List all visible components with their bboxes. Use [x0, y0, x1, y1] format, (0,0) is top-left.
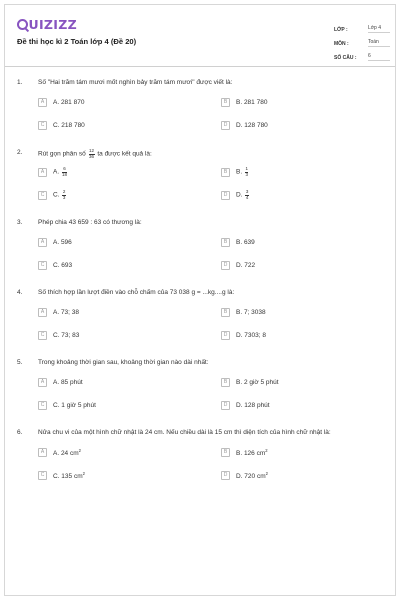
fraction [245, 167, 249, 177]
option-prefix: C. [53, 191, 60, 199]
fraction [245, 190, 249, 200]
answer-option-a[interactable] [38, 306, 208, 318]
option-letter-box: B [221, 168, 230, 177]
fraction-denominator: 36 [89, 153, 95, 159]
question-text: Trong khoảng thời gian sau, khoảng thời gian nào dài nhất: [38, 359, 209, 366]
option-label [53, 471, 85, 480]
answer-option-c[interactable] [38, 119, 208, 131]
question-text: Nửa chu vi của một hình chữ nhật là 24 cm. Nếu chiều dài là 15 cm thì diện tích của hình chữ nhật là: [38, 429, 331, 436]
answer-option-c[interactable] [38, 259, 208, 271]
fraction-denominator: 18 [61, 171, 67, 177]
logo-q-icon [17, 19, 28, 30]
answer-option-a[interactable] [38, 236, 208, 248]
answer-option-d[interactable] [221, 469, 391, 481]
option-text: C. 1 giờ 5 phút [53, 401, 96, 409]
answer-option-d[interactable] [221, 399, 391, 411]
question-number: 4. [17, 289, 23, 296]
option-text: A. 24 cm [53, 449, 79, 457]
answer-option-a[interactable] [38, 166, 208, 178]
option-letter-box: A [38, 168, 47, 177]
fraction [62, 190, 66, 200]
option-letter-box: D [221, 471, 230, 480]
answer-option-b[interactable] [221, 166, 391, 178]
question-number: 2. [17, 149, 23, 156]
question-number: 3. [17, 219, 23, 226]
answer-option-b[interactable] [221, 446, 391, 458]
answer-option-a[interactable] [38, 96, 208, 108]
fraction-numerator: 12 [89, 148, 95, 153]
question-text: Số thích hợp lần lượt điền vào chỗ chấm của 73 038 g = ...kg....g là: [38, 289, 235, 296]
option-letter-box: D [221, 261, 230, 270]
option-text: A. 596 [53, 238, 72, 246]
option-label [236, 402, 270, 409]
option-label [53, 262, 72, 269]
answer-option-d[interactable] [221, 329, 391, 341]
option-label [53, 332, 79, 339]
option-label [236, 471, 268, 480]
option-text: B. 639 [236, 238, 255, 246]
option-prefix: A. [53, 168, 60, 176]
meta-row-class [334, 19, 390, 33]
fraction-numerator: 6 [63, 166, 66, 171]
option-text: B. 2 giờ 5 phút [236, 378, 279, 386]
option-letter-box: C [38, 471, 47, 480]
option-letter-box: D [221, 331, 230, 340]
worksheet-title: Đề thi học kì 2 Toán lớp 4 (Đề 20) [17, 37, 137, 46]
option-prefix: B. [236, 168, 243, 176]
option-letter-box: C [38, 121, 47, 130]
option-text: D. 128 780 [236, 121, 268, 129]
option-label [53, 190, 67, 200]
option-label [236, 167, 249, 177]
fraction-numerator: 1 [245, 166, 248, 171]
worksheet-page [4, 4, 396, 596]
fraction [62, 167, 67, 177]
answer-option-c[interactable] [38, 189, 208, 201]
option-text: C. 135 cm [53, 472, 83, 480]
question-number: 5. [17, 359, 23, 366]
fraction-numerator: 3 [245, 189, 249, 194]
option-label [236, 239, 255, 246]
option-letter-box: C [38, 331, 47, 340]
option-text: C. 73; 83 [53, 331, 80, 339]
question-text-before: Rút gọn phân số [38, 150, 86, 158]
question-text: Số "Hai trăm tám mươi mốt nghìn bảy trăm tám mươi" được viết là: [38, 79, 233, 86]
question-text [38, 149, 388, 159]
option-label [236, 190, 250, 200]
option-letter-box: A [38, 378, 47, 387]
answer-option-a[interactable] [38, 446, 208, 458]
option-label [53, 448, 81, 457]
option-label [53, 309, 79, 316]
option-letter-box: C [38, 401, 47, 410]
question-text: Phép chia 43 659 : 63 có thương là: [38, 219, 142, 226]
option-letter-box: B [221, 308, 230, 317]
option-label [236, 122, 268, 129]
option-exponent: 2 [265, 447, 268, 453]
option-text: C. 693 [53, 261, 73, 269]
option-text: D. 720 cm [236, 472, 266, 480]
answer-option-c[interactable] [38, 399, 208, 411]
fraction-denominator: 3 [245, 171, 248, 177]
answer-option-d[interactable] [221, 189, 391, 201]
answer-option-b[interactable] [221, 236, 391, 248]
option-text: B. 281 780 [236, 98, 268, 106]
fraction-denominator: 4 [245, 194, 249, 200]
option-text: C. 218 780 [53, 121, 85, 129]
answer-option-b[interactable] [221, 96, 391, 108]
meta-row-subject [334, 33, 390, 47]
option-text: A. 85 phút [53, 378, 83, 386]
meta-value: Lớp 4 [368, 25, 390, 33]
option-letter-box: B [221, 378, 230, 387]
option-letter-box: C [38, 261, 47, 270]
option-label [53, 167, 68, 177]
option-label [236, 332, 266, 339]
option-prefix: D. [236, 191, 243, 199]
option-letter-box: A [38, 98, 47, 107]
answer-option-c[interactable] [38, 329, 208, 341]
fraction [89, 149, 95, 159]
quizizz-logo [17, 17, 77, 32]
option-text: A. 73; 38 [53, 308, 80, 316]
option-text: B. 7; 3038 [236, 308, 266, 316]
option-label [53, 239, 72, 246]
answer-option-b[interactable] [221, 306, 391, 318]
meta-value: Toán [368, 39, 390, 47]
option-letter-box: D [221, 191, 230, 200]
option-label [236, 448, 268, 457]
option-label [53, 122, 85, 129]
answer-option-d[interactable] [221, 119, 391, 131]
option-letter-box: B [221, 448, 230, 457]
option-letter-box: B [221, 238, 230, 247]
question-number: 1. [17, 79, 23, 86]
meta-row-question-count [334, 47, 390, 61]
option-text: D. 128 phút [236, 401, 270, 409]
option-label [53, 99, 84, 106]
option-label [236, 99, 267, 106]
option-letter-box: B [221, 98, 230, 107]
option-text: D. 7303; 8 [236, 331, 266, 339]
option-text: B. 126 cm [236, 449, 266, 457]
answer-option-c[interactable] [38, 469, 208, 481]
option-text: A. 281 870 [53, 98, 85, 106]
option-exponent: 2 [82, 470, 85, 476]
option-letter-box: A [38, 448, 47, 457]
option-exponent: 2 [78, 447, 81, 453]
option-letter-box: C [38, 191, 47, 200]
answer-option-a[interactable] [38, 376, 208, 388]
option-label [236, 379, 279, 386]
meta-label: SỐ CÂU : [334, 55, 357, 61]
answer-option-d[interactable] [221, 259, 391, 271]
fraction-numerator: 2 [62, 189, 66, 194]
option-letter-box: A [38, 238, 47, 247]
worksheet-header [5, 5, 395, 67]
meta-label: LỚP : [334, 27, 348, 33]
logo-text: UIZIZZ [28, 17, 77, 32]
option-label [53, 402, 96, 409]
option-text: D. 722 [236, 261, 256, 269]
option-letter-box: D [221, 401, 230, 410]
option-letter-box: A [38, 308, 47, 317]
option-label [236, 309, 266, 316]
worksheet-meta [334, 19, 390, 61]
answer-option-b[interactable] [221, 376, 391, 388]
meta-label: MÔN : [334, 41, 349, 47]
option-exponent: 2 [265, 470, 268, 476]
option-label [236, 262, 255, 269]
fraction-denominator: 3 [62, 194, 66, 200]
question-number: 6. [17, 429, 23, 436]
option-letter-box: D [221, 121, 230, 130]
meta-value: 6 [368, 53, 390, 61]
option-label [53, 379, 83, 386]
question-text-after: ta được kết quả là: [97, 150, 152, 158]
